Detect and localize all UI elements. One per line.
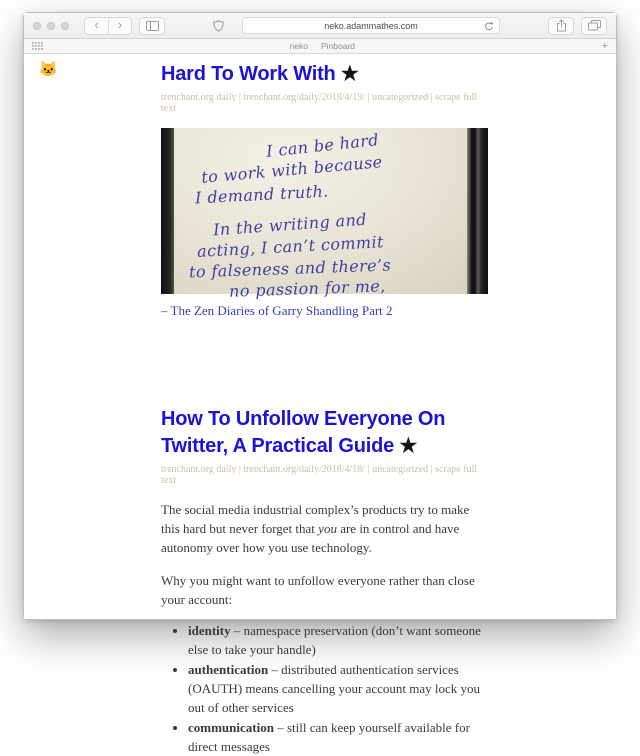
list-item: • communication – still can keep yourself available for direct messages xyxy=(188,718,488,756)
paragraph: The social media industrial complex’s products try to make this hard but never forget that you are in control and have autonomy over how you use technology. xyxy=(161,502,470,555)
bookmark-item-neko[interactable]: neko xyxy=(289,41,308,51)
close-window-button[interactable] xyxy=(33,22,41,30)
blog-post xyxy=(161,406,488,756)
post-title xyxy=(161,61,488,88)
back-button[interactable]: ‹ xyxy=(94,17,99,32)
handwriting-line: In the writing and xyxy=(212,209,368,240)
post-title-link[interactable]: Hard To Work With xyxy=(161,63,336,85)
frequently-visited-grid-button[interactable] xyxy=(32,42,43,50)
handwriting-line: to work with because xyxy=(200,152,384,187)
content-blocker-button[interactable] xyxy=(213,20,224,32)
reload-button[interactable] xyxy=(484,21,494,32)
show-all-tabs-button[interactable] xyxy=(581,17,607,35)
handwriting-line: I can be hard xyxy=(265,130,380,161)
list-item: • identity – namespace preservation (don’t want someone else to take your handle) xyxy=(188,621,488,659)
window-controls xyxy=(33,22,69,30)
reload-icon xyxy=(484,21,494,32)
bookmarks-bar xyxy=(24,39,616,54)
forward-button[interactable]: › xyxy=(108,18,131,34)
handwriting-line: no passion for me, xyxy=(228,276,386,301)
post-meta[interactable]: trenchant.org daily | trenchant.org/daily/2018/4/18/ | uncategorized | scrape full text xyxy=(161,464,478,486)
grid-icon xyxy=(32,42,43,50)
paragraph: Why you might want to unfollow everyone rather than close your account: xyxy=(161,573,475,607)
page-content xyxy=(24,54,616,754)
history-nav-group xyxy=(84,17,132,35)
safari-window xyxy=(23,12,617,754)
handwriting-line: acting, I can’t commit xyxy=(196,232,385,261)
handwriting-line: I demand truth. xyxy=(194,181,330,208)
cat-emoji-site-mark: 🐱 xyxy=(39,61,58,78)
photo-right-edge xyxy=(467,128,488,294)
url-text: neko.adammathes.com xyxy=(324,20,418,31)
sidebar-toggle-button[interactable] xyxy=(139,17,165,35)
photo-caption-link[interactable]: – The Zen Diaries of Garry Shandling Part 2 xyxy=(161,303,393,318)
browser-title-bar xyxy=(24,13,616,39)
list-item: • authentication – distributed authentication services (OAUTH) means cancelling your account may lock you out of other services xyxy=(188,660,488,717)
handwriting-line: to falseness and there’s xyxy=(188,255,392,282)
handwriting-photo xyxy=(161,128,488,301)
address-bar[interactable] xyxy=(242,17,500,34)
bookmark-item-pinboard[interactable]: Pinboard xyxy=(320,41,356,51)
zoom-window-button[interactable] xyxy=(61,22,69,30)
post-title xyxy=(161,406,488,460)
photo-left-edge xyxy=(161,128,174,294)
bullet-list xyxy=(161,621,488,756)
shield-icon xyxy=(213,20,224,32)
blog-post xyxy=(161,61,488,319)
post-meta[interactable]: trenchant.org daily | trenchant.org/daily/2018/4/19/ | uncategorized | scrape full text xyxy=(161,92,478,114)
share-button[interactable] xyxy=(548,17,574,35)
share-icon xyxy=(556,19,567,32)
tabs-icon xyxy=(588,20,601,31)
sidebar-icon xyxy=(146,21,159,31)
post-title-link[interactable]: How To Unfollow Everyone On Twitter, A Practical Guide xyxy=(161,408,446,457)
minimize-window-button[interactable] xyxy=(47,22,55,30)
star-icon: ★ xyxy=(340,63,359,85)
new-tab-button[interactable]: + xyxy=(601,39,608,52)
star-icon: ★ xyxy=(399,435,418,457)
